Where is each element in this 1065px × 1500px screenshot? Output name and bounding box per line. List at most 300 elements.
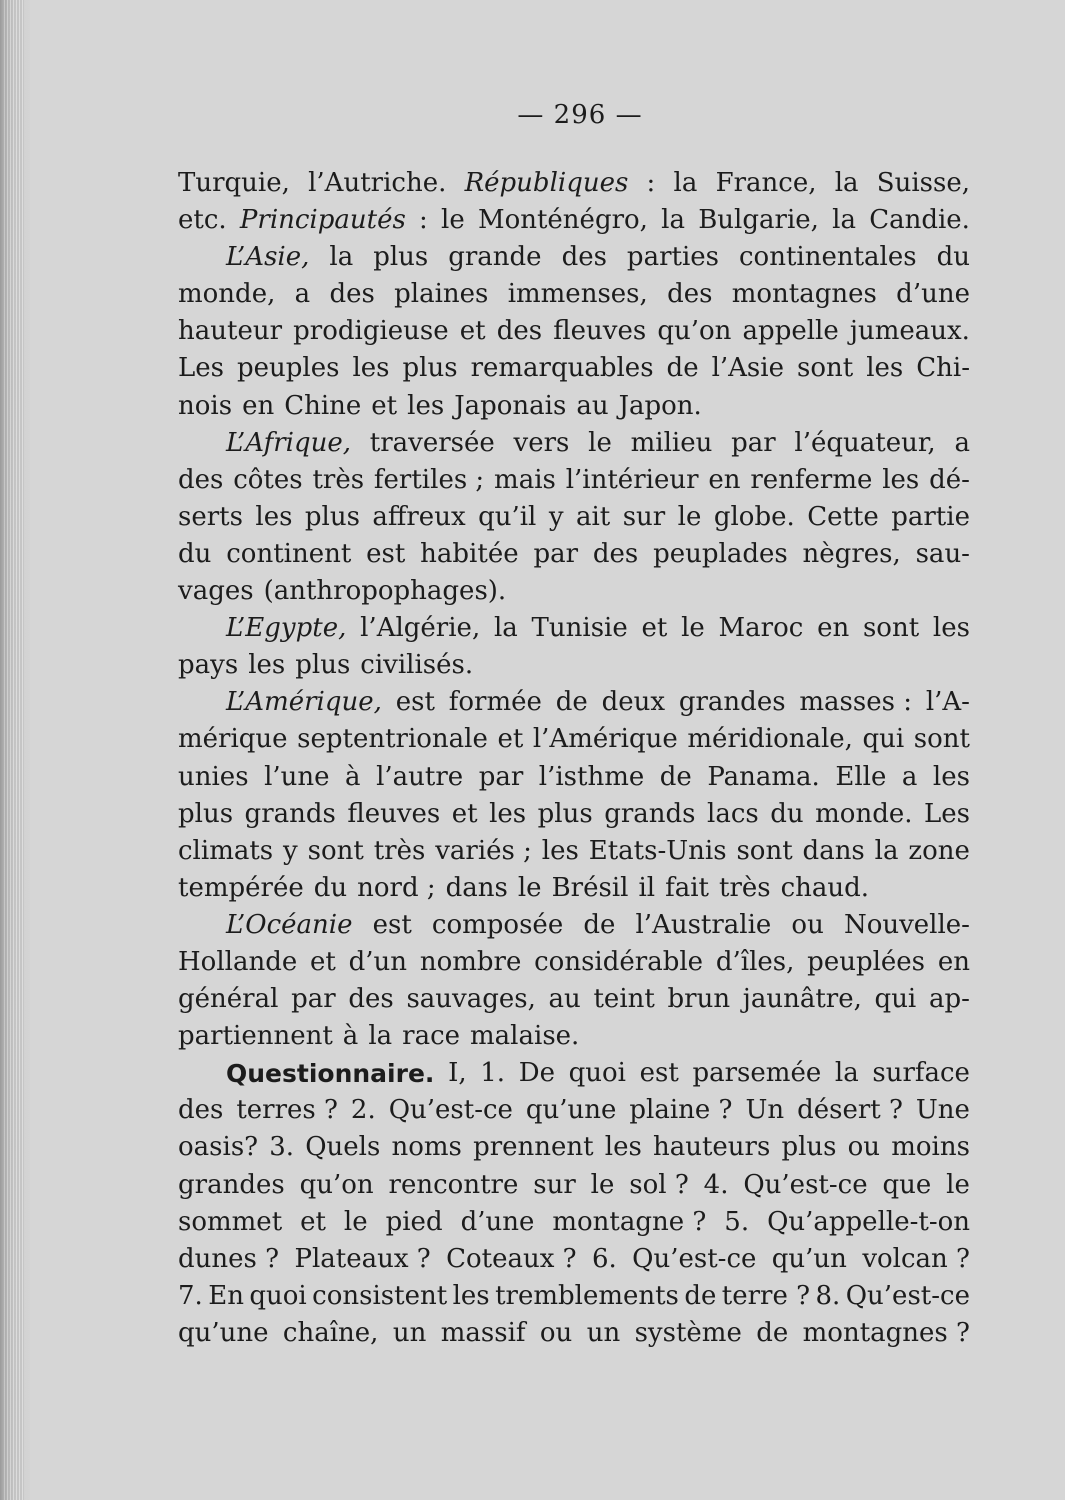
word: masses : bbox=[799, 687, 912, 718]
word: la bbox=[329, 242, 354, 273]
word: Japonais bbox=[454, 390, 567, 421]
text-line bbox=[178, 796, 970, 833]
word: les bbox=[932, 613, 970, 644]
word: plaines bbox=[394, 279, 489, 310]
word: continentales bbox=[738, 242, 917, 273]
word: : bbox=[646, 168, 656, 198]
word: y bbox=[548, 501, 564, 532]
word: sur bbox=[533, 1169, 576, 1200]
word: race bbox=[402, 1021, 461, 1052]
word: partie bbox=[891, 501, 970, 532]
word: lacs bbox=[707, 798, 759, 829]
word: très bbox=[719, 872, 771, 903]
word: méridionale, bbox=[687, 724, 853, 755]
word: appelle bbox=[742, 316, 839, 347]
word: côtes bbox=[233, 464, 303, 495]
word: Les bbox=[178, 353, 224, 384]
word: Principautés bbox=[239, 205, 406, 236]
word: jaunâtre, bbox=[742, 984, 862, 1015]
word: France, bbox=[715, 168, 817, 198]
word: 5. bbox=[724, 1206, 750, 1237]
word: Qu’est-ce bbox=[743, 1169, 868, 1200]
word: des bbox=[496, 316, 543, 347]
word: L’Amérique, bbox=[226, 687, 382, 718]
word: du bbox=[770, 798, 804, 829]
word: oasis? bbox=[178, 1132, 259, 1163]
word: la bbox=[874, 835, 899, 866]
word: le bbox=[946, 1169, 970, 1200]
word: l’Australie bbox=[635, 909, 772, 940]
word: 3. bbox=[269, 1132, 295, 1163]
word: a bbox=[294, 279, 311, 310]
word: fleuves bbox=[347, 798, 441, 829]
word: habitée bbox=[420, 538, 519, 569]
word: des bbox=[667, 279, 713, 310]
word: la bbox=[834, 168, 859, 198]
word: le bbox=[343, 1206, 368, 1237]
word: plus bbox=[178, 798, 234, 829]
word: prennent bbox=[473, 1132, 594, 1163]
text-line bbox=[178, 202, 970, 239]
word: Chine bbox=[284, 390, 362, 421]
word: peuplades bbox=[653, 538, 788, 569]
word: Candie. bbox=[869, 205, 970, 236]
text-line bbox=[178, 1204, 970, 1241]
word: qu’on bbox=[657, 316, 732, 347]
word: de bbox=[659, 761, 692, 792]
word: zone bbox=[908, 835, 970, 866]
page-number: — 296 — bbox=[517, 100, 643, 130]
word: prodigieuse bbox=[293, 316, 449, 347]
word: fleuves bbox=[553, 316, 647, 347]
text-line bbox=[178, 536, 970, 573]
word: l’équateur, bbox=[794, 427, 936, 458]
word: peuplées bbox=[807, 946, 926, 977]
word: qui bbox=[862, 724, 905, 755]
word: climats bbox=[178, 835, 274, 866]
word: L’Asie, bbox=[226, 242, 310, 273]
word: au bbox=[548, 984, 581, 1015]
word: volcan ? bbox=[862, 1243, 970, 1274]
word: les bbox=[489, 798, 527, 829]
word: mérique bbox=[178, 724, 288, 755]
word: ait bbox=[575, 501, 611, 532]
word: a bbox=[954, 427, 970, 458]
word: d’une bbox=[896, 279, 970, 310]
word: montagnes ? bbox=[802, 1317, 970, 1348]
word: l’intérieur bbox=[565, 464, 699, 495]
word: continent bbox=[226, 538, 352, 569]
word: terres ? bbox=[236, 1095, 338, 1126]
word: des bbox=[178, 1095, 224, 1126]
word: civilisés. bbox=[360, 650, 474, 681]
word: il bbox=[638, 872, 656, 903]
word: sau- bbox=[915, 538, 970, 569]
word: jumeaux. bbox=[849, 316, 970, 347]
word: grands bbox=[244, 798, 336, 829]
word: Républiques bbox=[464, 168, 629, 198]
word: variés ; bbox=[435, 835, 532, 866]
word: de bbox=[555, 687, 588, 718]
word: est bbox=[395, 687, 435, 718]
text-line bbox=[178, 1092, 970, 1129]
word: la bbox=[493, 613, 518, 644]
page-edge-texture bbox=[4, 0, 24, 1500]
word: plus bbox=[537, 798, 593, 829]
text-line bbox=[178, 1241, 970, 1278]
word: qu’une bbox=[178, 1317, 269, 1348]
word: Qu’appelle-t-on bbox=[767, 1206, 970, 1237]
word: les bbox=[866, 353, 904, 384]
word: septentrionale bbox=[297, 724, 488, 755]
word: sommet bbox=[178, 1206, 283, 1237]
word: Nouvelle- bbox=[843, 909, 970, 940]
word: et bbox=[459, 316, 486, 347]
word: serts bbox=[178, 501, 243, 532]
word: sont bbox=[307, 835, 364, 866]
word: le bbox=[681, 613, 705, 644]
word: quoi bbox=[249, 1280, 307, 1311]
word: dans bbox=[802, 835, 865, 866]
word: la bbox=[661, 205, 685, 236]
word: en bbox=[817, 613, 850, 644]
word: par bbox=[291, 984, 336, 1015]
word: Qu’est-ce bbox=[632, 1243, 757, 1274]
word: parties bbox=[626, 242, 719, 273]
word: milieu bbox=[630, 427, 713, 458]
word: sol ? bbox=[629, 1169, 689, 1200]
text-line bbox=[178, 425, 970, 462]
word: la bbox=[368, 1021, 393, 1052]
word: immenses, bbox=[507, 279, 648, 310]
text-line bbox=[178, 1055, 970, 1092]
word: nois bbox=[178, 390, 233, 421]
word: des bbox=[348, 984, 394, 1015]
word: d’îles, bbox=[715, 946, 795, 977]
word: fertiles ; bbox=[373, 464, 485, 495]
word: Turquie, bbox=[178, 168, 290, 198]
word: Chi- bbox=[916, 353, 970, 384]
word: nègres, bbox=[802, 538, 901, 569]
word: dans bbox=[445, 872, 508, 903]
word: noms bbox=[391, 1132, 462, 1163]
word: Plateaux ? bbox=[294, 1243, 431, 1274]
word: peuples bbox=[237, 353, 340, 384]
word: l’Asie bbox=[711, 353, 784, 384]
word: d’une bbox=[460, 1206, 535, 1237]
word: 6. bbox=[591, 1243, 617, 1274]
word: Coteaux ? bbox=[446, 1243, 577, 1274]
word: la bbox=[834, 1058, 859, 1089]
word: dé- bbox=[929, 464, 970, 495]
word: remarquables bbox=[470, 353, 654, 384]
word: à bbox=[345, 761, 361, 792]
body-text bbox=[178, 165, 970, 1352]
word: le bbox=[517, 872, 542, 903]
word: désert ? bbox=[797, 1095, 903, 1126]
word: L’Egypte, bbox=[226, 613, 347, 644]
word: plus bbox=[304, 501, 360, 532]
word: Brésil bbox=[551, 872, 629, 903]
word: I, bbox=[448, 1058, 467, 1089]
word: de bbox=[666, 353, 699, 384]
word: 2. bbox=[350, 1095, 376, 1126]
word: par bbox=[533, 538, 579, 569]
word: monde, bbox=[178, 279, 276, 310]
word: traversée bbox=[369, 427, 495, 458]
word: par bbox=[731, 427, 776, 458]
text-line bbox=[178, 313, 970, 350]
word: le bbox=[588, 427, 612, 458]
text-line bbox=[178, 1315, 970, 1352]
text-line bbox=[178, 759, 970, 796]
word: général bbox=[178, 984, 279, 1015]
text-line bbox=[178, 1278, 970, 1315]
word: nombre bbox=[419, 946, 522, 977]
word: nord ; bbox=[357, 872, 436, 903]
word: la bbox=[673, 168, 698, 198]
word: sauvages, bbox=[406, 984, 536, 1015]
word: L’Afrique, bbox=[226, 427, 352, 458]
word: les bbox=[541, 835, 579, 866]
word: que bbox=[882, 1169, 932, 1200]
word: vers bbox=[513, 427, 570, 458]
word: la bbox=[832, 205, 856, 236]
word: Panama. bbox=[707, 761, 820, 792]
word: Questionnaire. bbox=[226, 1059, 435, 1089]
word: : bbox=[419, 205, 428, 236]
word: le bbox=[590, 1169, 615, 1200]
word: est bbox=[366, 538, 406, 569]
word: les bbox=[452, 1280, 490, 1311]
text-line bbox=[178, 870, 970, 907]
word: renferme bbox=[750, 464, 873, 495]
word: massif bbox=[440, 1317, 526, 1348]
word: y bbox=[283, 835, 298, 866]
text-line bbox=[178, 350, 970, 387]
word: Japon. bbox=[618, 390, 702, 421]
word: composée bbox=[431, 909, 564, 940]
word: et bbox=[641, 613, 668, 644]
word: terre ? bbox=[721, 1280, 811, 1311]
word: 8. bbox=[815, 1280, 841, 1311]
word: partiennent bbox=[178, 1021, 333, 1052]
text-line bbox=[178, 684, 970, 721]
word: pied bbox=[385, 1206, 443, 1237]
word: Elle bbox=[835, 761, 887, 792]
word: hauteurs bbox=[652, 1132, 771, 1163]
word: vages bbox=[178, 576, 254, 607]
text-line bbox=[178, 1167, 970, 1204]
word: d’un bbox=[348, 946, 408, 977]
word: ap- bbox=[928, 984, 970, 1015]
word: et bbox=[310, 946, 336, 977]
word: est bbox=[639, 1058, 679, 1089]
word: rencontre bbox=[388, 1169, 519, 1200]
word: plaine ? bbox=[629, 1095, 733, 1126]
text-line bbox=[178, 462, 970, 499]
word: des bbox=[592, 538, 639, 569]
text-line bbox=[178, 276, 970, 313]
word: grandes bbox=[178, 1169, 285, 1200]
word: le bbox=[677, 501, 702, 532]
word: l’autre bbox=[376, 761, 464, 792]
word: quoi bbox=[568, 1058, 626, 1089]
word: les bbox=[932, 761, 970, 792]
word: qui bbox=[874, 984, 917, 1015]
word: sont bbox=[913, 724, 970, 755]
text-line bbox=[178, 833, 970, 870]
word: Maroc bbox=[718, 613, 804, 644]
text-line bbox=[178, 981, 970, 1018]
word: Hollande bbox=[178, 946, 298, 977]
word: teint bbox=[593, 984, 655, 1015]
word: système bbox=[634, 1317, 742, 1348]
word: parsemée bbox=[692, 1058, 822, 1089]
word: tempérée bbox=[178, 872, 304, 903]
word: fait bbox=[665, 872, 709, 903]
word: l’Amérique bbox=[532, 724, 678, 755]
text-line bbox=[178, 239, 970, 276]
word: qu’on bbox=[299, 1169, 374, 1200]
word: l’une bbox=[264, 761, 330, 792]
word: dunes ? bbox=[178, 1243, 280, 1274]
word: brun bbox=[667, 984, 731, 1015]
word: Quels bbox=[305, 1132, 381, 1163]
text-line bbox=[178, 610, 970, 647]
word: de bbox=[583, 909, 616, 940]
word: ou bbox=[847, 1132, 881, 1163]
text-line bbox=[178, 721, 970, 758]
word: grands bbox=[604, 798, 696, 829]
word: a bbox=[901, 761, 918, 792]
word: surface bbox=[872, 1058, 970, 1089]
word: Une bbox=[915, 1095, 970, 1126]
word: qu’il bbox=[478, 501, 537, 532]
word: du bbox=[178, 538, 212, 569]
word: pays bbox=[178, 650, 239, 681]
word: les bbox=[407, 390, 445, 421]
word: En bbox=[208, 1280, 244, 1311]
word: chaîne, bbox=[282, 1317, 379, 1348]
word: Qu’est-ce bbox=[845, 1280, 970, 1311]
word: ou bbox=[791, 909, 824, 940]
word: moins bbox=[891, 1132, 970, 1163]
word: montagne ? bbox=[552, 1206, 707, 1237]
word: de bbox=[756, 1317, 789, 1348]
word: les bbox=[352, 353, 390, 384]
word: les bbox=[882, 464, 920, 495]
word: des bbox=[561, 242, 607, 273]
word: grandes bbox=[678, 687, 786, 718]
word: l’Algérie, bbox=[360, 613, 481, 644]
word: qu’une bbox=[525, 1095, 617, 1126]
word: Bulgarie, bbox=[698, 205, 819, 236]
word: un bbox=[586, 1317, 621, 1348]
word: en bbox=[708, 464, 741, 495]
word: et bbox=[497, 724, 524, 755]
word: les bbox=[604, 1132, 642, 1163]
word: montagnes bbox=[731, 279, 877, 310]
text-line bbox=[178, 647, 970, 684]
word: affreux bbox=[372, 501, 466, 532]
word: le bbox=[441, 205, 465, 236]
text-line bbox=[178, 1129, 970, 1166]
word: en bbox=[242, 390, 275, 421]
word: Suisse, bbox=[876, 168, 970, 198]
word: un bbox=[392, 1317, 427, 1348]
word: sont bbox=[862, 613, 920, 644]
word: très bbox=[373, 835, 426, 866]
word: sont bbox=[796, 353, 854, 384]
word: Un bbox=[745, 1095, 785, 1126]
word: consistent bbox=[312, 1280, 448, 1311]
word: et bbox=[451, 798, 478, 829]
word: les bbox=[248, 650, 286, 681]
word: l’A- bbox=[925, 687, 970, 718]
word: 7. bbox=[178, 1280, 203, 1311]
word: Monténégro, bbox=[477, 205, 648, 236]
word: L’Océanie bbox=[226, 909, 353, 940]
word: à bbox=[342, 1021, 359, 1052]
word: et bbox=[300, 1206, 326, 1237]
word: qu’un bbox=[771, 1243, 847, 1274]
word: mais bbox=[494, 464, 556, 495]
word: l’Autriche. bbox=[308, 168, 447, 198]
text-line bbox=[178, 499, 970, 536]
word: des bbox=[178, 464, 224, 495]
word: unies bbox=[178, 761, 249, 792]
word: hauteur bbox=[178, 316, 282, 347]
word: considérable bbox=[534, 946, 704, 977]
text-line bbox=[178, 573, 970, 610]
word: Les bbox=[924, 798, 970, 829]
word: plus bbox=[781, 1132, 837, 1163]
word: plus bbox=[402, 353, 458, 384]
word: Cette bbox=[807, 501, 879, 532]
word: Qu’est-ce bbox=[388, 1095, 513, 1126]
word: deux bbox=[601, 687, 666, 718]
word: très bbox=[312, 464, 365, 495]
word: plus bbox=[295, 650, 351, 681]
word: 1. bbox=[480, 1058, 506, 1089]
text-line bbox=[178, 165, 970, 202]
word: 4. bbox=[703, 1169, 729, 1200]
word: ou bbox=[539, 1317, 573, 1348]
word: l’isthme bbox=[538, 761, 645, 792]
word: est bbox=[372, 909, 412, 940]
text-line bbox=[178, 944, 970, 981]
word: sont bbox=[736, 835, 793, 866]
word: par bbox=[478, 761, 524, 792]
word: grande bbox=[448, 242, 542, 273]
word: Tunisie bbox=[531, 613, 628, 644]
word: Etats-Unis bbox=[588, 835, 727, 866]
text-line bbox=[178, 388, 970, 425]
word: et bbox=[371, 390, 398, 421]
word: du bbox=[313, 872, 348, 903]
word: malaise. bbox=[470, 1021, 580, 1052]
word: plus bbox=[373, 242, 429, 273]
text-line bbox=[178, 1018, 970, 1055]
word: de bbox=[684, 1280, 717, 1311]
word: au bbox=[576, 390, 609, 421]
word: formée bbox=[448, 687, 542, 718]
word: sur bbox=[622, 501, 666, 532]
word: tremblements bbox=[495, 1280, 679, 1311]
word: les bbox=[255, 501, 293, 532]
word: en bbox=[937, 946, 970, 977]
